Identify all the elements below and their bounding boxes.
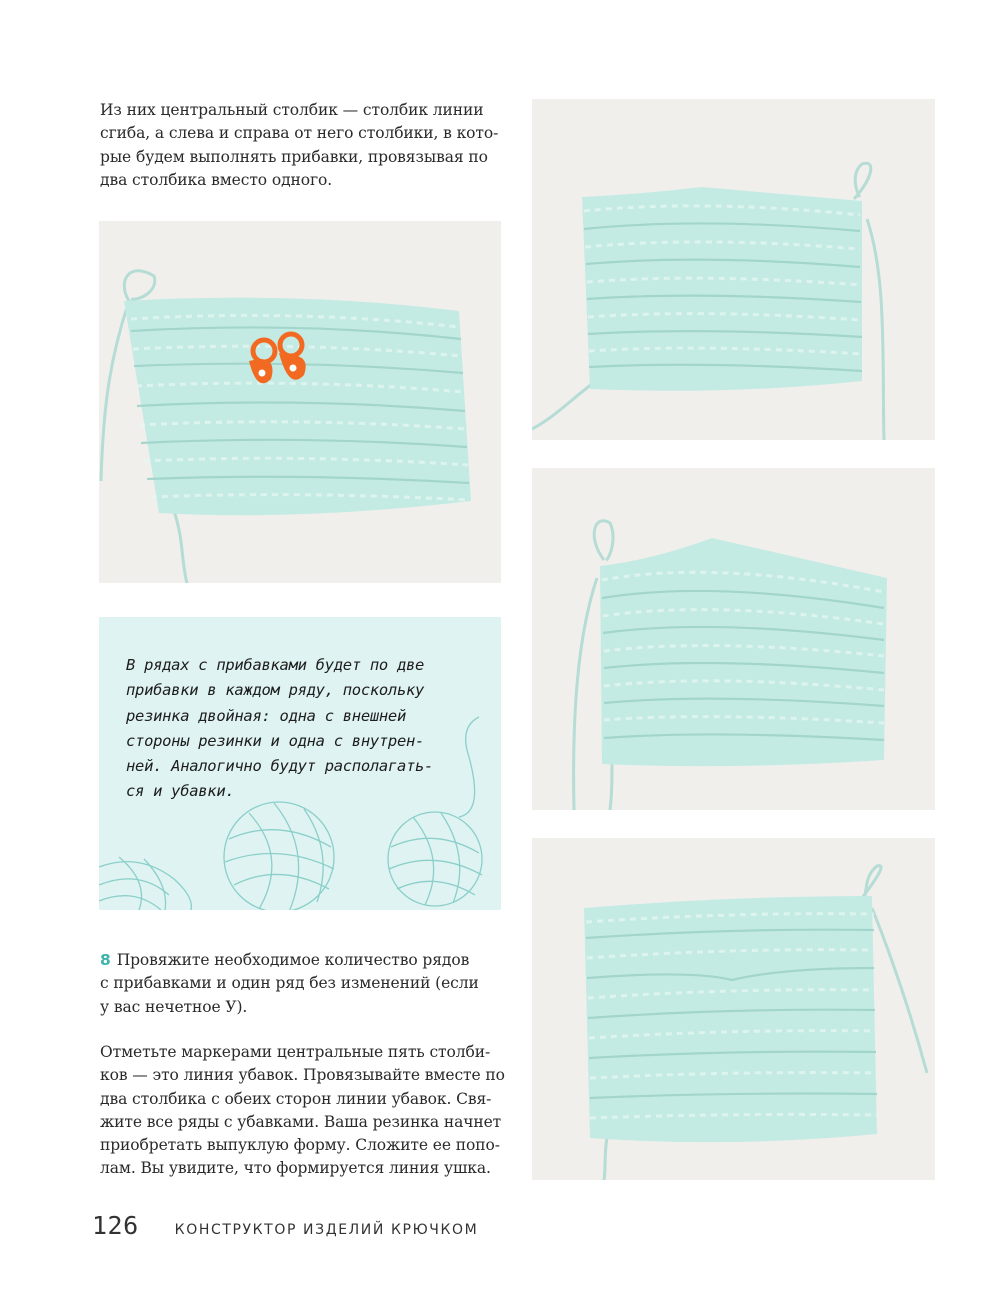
decrease-line: два столбика с обеих сторон линии убавок. Свя-	[100, 1089, 492, 1108]
swatch-increase-2-illustration	[532, 468, 935, 810]
callout-line: стороны резинки и одна с внутрен-	[126, 731, 425, 750]
step-8-line: с прибавками и один ряд без изменений (если	[100, 974, 479, 993]
step-number: 8	[100, 951, 111, 969]
callout-line: резинка двойная: одна с внешней	[126, 706, 406, 725]
intro-line: сгиба, а слева и справа от него столбики, в кото-	[100, 124, 499, 143]
decrease-line: приобретать выпуклую форму. Сложите ее попо-	[100, 1136, 500, 1155]
step-8-line: у вас нечетное У).	[100, 997, 248, 1016]
callout-text	[126, 653, 433, 805]
photo-swatch-increase-2	[532, 468, 935, 810]
tip-callout	[99, 617, 501, 910]
callout-line: прибавки в каждом ряду, поскольку	[126, 681, 425, 700]
decrease-line: лам. Вы увидите, что формируется линия ушка.	[100, 1159, 491, 1178]
swatch-markers-illustration	[99, 221, 501, 583]
intro-line: рые будем выполнять прибавки, провязывая по	[100, 147, 488, 166]
photo-swatch-increase-1	[532, 99, 935, 440]
intro-paragraph	[100, 99, 498, 192]
decrease-line: Отметьте маркерами центральные пять столби-	[100, 1043, 491, 1061]
photo-swatch-with-markers	[99, 221, 501, 583]
photo-swatch-decrease	[532, 838, 935, 1180]
swatch-increase-1-illustration	[532, 99, 935, 440]
callout-line: ся и убавки.	[126, 782, 235, 801]
running-title: КОНСТРУКТОР ИЗДЕЛИЙ КРЮЧКОМ	[174, 1222, 479, 1238]
callout-line: В рядах с прибавками будет по две	[126, 656, 425, 674]
intro-line: Из них центральный столбик — столбик линии	[100, 101, 484, 119]
decrease-line: жите все ряды с убавками. Ваша резинка начнет	[100, 1112, 502, 1131]
page-footer	[92, 1211, 478, 1240]
step-8-first-line	[100, 949, 479, 972]
step-8-paragraph	[100, 949, 479, 1019]
swatch-decrease-illustration	[532, 838, 935, 1180]
intro-line: два столбика вместо одного.	[100, 170, 333, 189]
step-8-text: Провяжите необходимое количество рядов	[116, 951, 470, 969]
decrease-paragraph	[100, 1041, 505, 1181]
decrease-line: ков — это линия убавок. Провязывайте вместе по	[100, 1066, 505, 1085]
callout-line: ней. Аналогично будут располагать-	[126, 757, 434, 776]
page-number: 126	[92, 1211, 139, 1240]
